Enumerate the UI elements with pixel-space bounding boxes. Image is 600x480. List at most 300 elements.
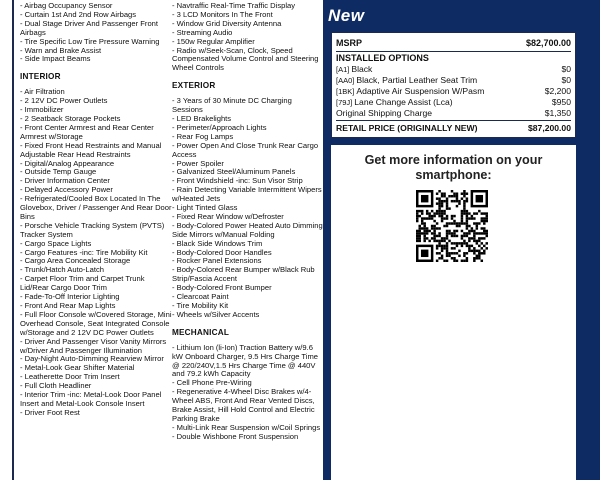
qr-module (451, 195, 453, 197)
qr-module (463, 235, 465, 237)
qr-module (441, 200, 443, 202)
exterior-section-title: EXTERIOR (172, 81, 216, 91)
qr-module (466, 215, 468, 217)
qr-module (471, 215, 473, 217)
feature-item: - Light Tinted Glass (172, 204, 324, 213)
qr-module (456, 242, 458, 244)
msrp-value: $82,700.00 (525, 38, 571, 48)
qr-module (416, 232, 418, 234)
feature-item: - Navtraffic Real-Time Traffic Display (172, 2, 324, 11)
feature-item: - Fixed Rear Window w/Defroster (172, 213, 324, 222)
qr-module (431, 232, 433, 234)
qr-module (483, 232, 485, 234)
qr-module (446, 245, 448, 247)
qr-module (483, 222, 485, 224)
qr-module (431, 215, 433, 217)
qr-module (418, 210, 420, 212)
qr-module (481, 232, 483, 234)
qr-module (436, 227, 438, 229)
qr-module (446, 230, 448, 232)
qr-module (458, 250, 460, 252)
qr-module (446, 242, 448, 244)
qr-module (466, 220, 468, 222)
qr-module (466, 222, 468, 224)
qr-module (433, 240, 435, 242)
qr-module (443, 192, 445, 194)
qr-module (418, 227, 420, 229)
feature-item: - Body-Colored Door Handles (172, 249, 324, 258)
qr-module (438, 200, 440, 202)
qr-module (416, 230, 418, 232)
qr-module (436, 245, 438, 247)
qr-module (451, 190, 453, 192)
qr-module (421, 220, 423, 222)
qr-module (473, 232, 475, 234)
qr-module (421, 232, 423, 234)
qr-module (441, 247, 443, 249)
qr-module (431, 237, 433, 239)
option-code: [79J] (336, 98, 353, 107)
qr-module (456, 200, 458, 202)
qr-module (451, 257, 453, 259)
qr-module (441, 245, 443, 247)
qr-module (446, 232, 448, 234)
qr-module (463, 240, 465, 242)
qr-module (441, 195, 443, 197)
qr-module (471, 237, 473, 239)
qr-module (453, 215, 455, 217)
qr-module (456, 192, 458, 194)
qr-module (463, 192, 465, 194)
qr-module (456, 245, 458, 247)
qr-module (426, 237, 428, 239)
qr-module (483, 252, 485, 254)
retail-price-label: RETAIL PRICE (ORIGINALLY NEW) (336, 123, 478, 133)
qr-module (433, 232, 435, 234)
qr-module (451, 247, 453, 249)
qr-module (461, 222, 463, 224)
qr-module (426, 210, 428, 212)
feature-item: - Body-Colored Power Heated Auto Dimming Side Mirrors w/Manual Folding (172, 222, 324, 240)
qr-module (478, 257, 480, 259)
qr-module (428, 217, 430, 219)
option-name: Black (351, 64, 373, 74)
qr-module (443, 240, 445, 242)
qr-module (468, 225, 470, 227)
qr-module (446, 237, 448, 239)
qr-module (433, 220, 435, 222)
qr-module (438, 257, 440, 259)
qr-module (451, 215, 453, 217)
qr-module (436, 210, 438, 212)
qr-module (476, 212, 478, 214)
qr-module (476, 257, 478, 259)
qr-module (426, 230, 428, 232)
qr-module (443, 237, 445, 239)
qr-module (438, 212, 440, 214)
qr-module (458, 200, 460, 202)
qr-module (448, 207, 450, 209)
msrp-row (336, 36, 571, 52)
qr-module (448, 230, 450, 232)
qr-module (471, 217, 473, 219)
qr-module (433, 235, 435, 237)
qr-module (426, 227, 428, 229)
feature-item: - Full Floor Console w/Covered Storage, Mini Overhead Console, Seat Integrated Console w/Storage and 2 12V DC Power Outlets (20, 311, 172, 338)
qr-module (446, 217, 448, 219)
qr-module (478, 232, 480, 234)
option-name: Black, Partial Leather Seat Trim (356, 75, 478, 85)
qr-module (441, 220, 443, 222)
feature-item: - 150w Regular Amplifier (172, 38, 324, 47)
qr-module (453, 247, 455, 249)
qr-module (466, 225, 468, 227)
qr-module (483, 250, 485, 252)
qr-module (473, 240, 475, 242)
qr-module (421, 227, 423, 229)
qr-module (446, 255, 448, 257)
feature-item: - Power Open And Close Trunk Rear Cargo Access (172, 142, 324, 160)
qr-module (446, 205, 448, 207)
qr-module (481, 237, 483, 239)
qr-module (443, 210, 445, 212)
qr-module (486, 232, 488, 234)
qr-module (423, 217, 425, 219)
qr-module (426, 232, 428, 234)
qr-module (441, 205, 443, 207)
feature-item: - Rear Fog Lamps (172, 133, 324, 142)
qr-module (468, 247, 470, 249)
qr-module (426, 217, 428, 219)
qr-module (438, 227, 440, 229)
qr-module (456, 205, 458, 207)
qr-module (463, 232, 465, 234)
feature-item: - Rocker Panel Extensions (172, 257, 324, 266)
qr-module (466, 242, 468, 244)
qr-module (436, 212, 438, 214)
feature-item: - Multi-Link Rear Suspension w/Coil Springs (172, 424, 324, 433)
qr-module (416, 212, 418, 214)
qr-module (446, 225, 448, 227)
qr-module (448, 252, 450, 254)
feature-item: - Black Side Windows Trim (172, 240, 324, 249)
qr-module (486, 230, 488, 232)
qr-module (433, 215, 435, 217)
qr-module (443, 225, 445, 227)
feature-item: - Cargo Features -inc: Tire Mobility Kit (20, 249, 172, 258)
exterior-items-list (172, 97, 324, 320)
qr-module (486, 242, 488, 244)
qr-module (478, 240, 480, 242)
retail-price-row (336, 121, 571, 134)
qr-module (441, 210, 443, 212)
feature-item: - Cell Phone Pre-Wiring (172, 379, 324, 388)
qr-module (471, 245, 473, 247)
qr-module (421, 212, 423, 214)
qr-module (463, 242, 465, 244)
qr-module (418, 235, 420, 237)
qr-module (416, 237, 418, 239)
installed-options-title (336, 53, 571, 64)
qr-module (473, 235, 475, 237)
qr-module (441, 217, 443, 219)
qr-module (473, 217, 475, 219)
qr-module (441, 212, 443, 214)
qr-module (461, 230, 463, 232)
qr-module (418, 237, 420, 239)
qr-module (453, 222, 455, 224)
qr-module (461, 237, 463, 239)
feature-item: - Outside Temp Gauge (20, 168, 172, 177)
qr-module (483, 227, 485, 229)
feature-item: - Front And Rear Map Lights (20, 302, 172, 311)
qr-module (478, 222, 480, 224)
qr-module (428, 212, 430, 214)
qr-module (483, 237, 485, 239)
qr-module (466, 192, 468, 194)
qr-module (483, 230, 485, 232)
qr-module (443, 217, 445, 219)
feature-item: - Driver Foot Rest (20, 409, 172, 418)
mechanical-section-title: MECHANICAL (172, 327, 230, 337)
qr-module (431, 227, 433, 229)
qr-module (458, 222, 460, 224)
qr-module (466, 260, 468, 262)
option-label (336, 97, 453, 108)
feature-item: - Delayed Accessory Power (20, 186, 172, 195)
qr-module (453, 195, 455, 197)
feature-item: - Streaming Audio (172, 29, 324, 38)
qr-module (466, 252, 468, 254)
feature-item: - Carpet Floor Trim and Carpet Trunk Lid/Rear Cargo Door Trim (20, 275, 172, 293)
qr-module (438, 205, 440, 207)
qr-module (456, 222, 458, 224)
qr-module (481, 212, 483, 214)
qr-module (451, 242, 453, 244)
options-list (336, 64, 571, 108)
feature-item: - Dual Stage Driver And Passenger Front Airbags (20, 20, 172, 38)
qr-module (468, 240, 470, 242)
qr-module (461, 260, 463, 262)
qr-module (461, 245, 463, 247)
qr-module (446, 215, 448, 217)
option-label (336, 64, 372, 75)
qr-module (481, 227, 483, 229)
option-code: [AA0] (336, 76, 355, 85)
feature-item: - Cargo Area Concealed Storage (20, 257, 172, 266)
feature-item: - 3 LCD Monitors In The Front (172, 11, 324, 20)
qr-module (468, 245, 470, 247)
qr-module (433, 212, 435, 214)
qr-module (453, 200, 455, 202)
qr-module (431, 217, 433, 219)
qr-module (428, 240, 430, 242)
option-name: Adaptive Air Suspension W/Pasm (356, 86, 485, 96)
qr-finder-core (421, 195, 428, 202)
feature-item: - Metal-Look Gear Shifter Material (20, 364, 172, 373)
feature-item: - Driver Information Center (20, 177, 172, 186)
feature-item: - Perimeter/Approach Lights (172, 124, 324, 133)
qr-module (471, 227, 473, 229)
qr-module (438, 245, 440, 247)
qr-module (463, 190, 465, 192)
feature-item: - Leatherette Door Trim Insert (20, 373, 172, 382)
feature-item: - Trunk/Hatch Auto-Latch (20, 266, 172, 275)
qr-module (438, 240, 440, 242)
qr-module (446, 202, 448, 204)
qr-module (468, 232, 470, 234)
qr-module (441, 237, 443, 239)
option-code: [A1] (336, 65, 350, 74)
window-sticker (12, 0, 325, 480)
shipping-label: Original Shipping Charge (336, 108, 433, 118)
qr-module (476, 232, 478, 234)
option-row (336, 64, 571, 75)
retail-price-value: $87,200.00 (527, 123, 571, 133)
qr-module (461, 192, 463, 194)
qr-module (436, 197, 438, 199)
qr-module (461, 242, 463, 244)
qr-module (443, 247, 445, 249)
qr-module (421, 217, 423, 219)
qr-module (436, 222, 438, 224)
qr-module (468, 212, 470, 214)
qr-module (426, 212, 428, 214)
qr-module (466, 217, 468, 219)
qr-module (441, 257, 443, 259)
qr-module (436, 240, 438, 242)
feature-item: - Regenerative 4-Wheel Disc Brakes w/4-Wheel ABS, Front And Rear Vented Discs, Brake Assist, Hill Hold Control and Electric Parking Brake (172, 388, 324, 424)
qr-module (438, 242, 440, 244)
qr-module (451, 235, 453, 237)
qr-module (416, 215, 418, 217)
qr-module (438, 202, 440, 204)
option-row (336, 75, 571, 86)
feature-item: - Interior Trim -inc: Metal-Look Door Panel Insert and Metal-Look Console Insert (20, 391, 172, 409)
qr-module (481, 217, 483, 219)
qr-module (423, 240, 425, 242)
qr-module (468, 217, 470, 219)
qr-module (423, 232, 425, 234)
feature-item: - Power Spoiler (172, 160, 324, 169)
qr-module (486, 215, 488, 217)
qr-finder-core (476, 195, 483, 202)
interior-section-title: INTERIOR (20, 72, 61, 82)
qr-module (453, 220, 455, 222)
qr-module (418, 230, 420, 232)
qr-module (453, 252, 455, 254)
option-code: [1BK] (336, 87, 355, 96)
qr-module (448, 222, 450, 224)
qr-module (423, 237, 425, 239)
qr-module (456, 197, 458, 199)
qr-module (461, 235, 463, 237)
qr-module (456, 195, 458, 197)
feature-item: - Tire Specific Low Tire Pressure Warning (20, 38, 172, 47)
option-label (336, 86, 484, 97)
qr-module (486, 235, 488, 237)
qr-module (441, 250, 443, 252)
qr-module (478, 245, 480, 247)
qr-module (486, 212, 488, 214)
promo-panel (331, 145, 576, 480)
feature-item: - Side Impact Beams (20, 55, 172, 64)
qr-module (438, 190, 440, 192)
qr-module (481, 260, 483, 262)
feature-item: - Radio w/Seek-Scan, Clock, Speed Compensated Volume Control and Steering Wheel Controls (172, 47, 324, 74)
qr-module (458, 202, 460, 204)
qr-module (446, 207, 448, 209)
qr-module (418, 232, 420, 234)
option-price: $0 (561, 75, 571, 85)
qr-module (443, 212, 445, 214)
qr-module (473, 260, 475, 262)
feature-item: - Driver And Passenger Visor Vanity Mirrors w/Driver And Passenger Illumination (20, 338, 172, 356)
feature-item: - Digital/Analog Appearance (20, 160, 172, 169)
feature-item: - Airbag Occupancy Sensor (20, 2, 172, 11)
left-column (20, 0, 172, 418)
feature-item: - Galvanized Steel/Aluminum Panels (172, 168, 324, 177)
feature-item: - 2 Seatback Storage Pockets (20, 115, 172, 124)
qr-module (463, 222, 465, 224)
qr-module (481, 247, 483, 249)
qr-module (463, 195, 465, 197)
qr-finder-core (421, 250, 428, 257)
feature-item: - 3 Years of 30 Minute DC Charging Sessions (172, 97, 324, 115)
qr-module (448, 232, 450, 234)
qr-module (418, 240, 420, 242)
qr-module (421, 222, 423, 224)
qr-module (451, 217, 453, 219)
qr-module (476, 242, 478, 244)
qr-module (456, 225, 458, 227)
qr-module (473, 212, 475, 214)
qr-module (461, 217, 463, 219)
qr-module (466, 212, 468, 214)
msrp-label: MSRP (336, 38, 363, 48)
qr-module (466, 200, 468, 202)
feature-item: - Curtain 1st And 2nd Row Airbags (20, 11, 172, 20)
qr-module (441, 192, 443, 194)
qr-module (483, 217, 485, 219)
qr-module (463, 200, 465, 202)
feature-item: - 2 12V DC Power Outlets (20, 97, 172, 106)
qr-module (453, 257, 455, 259)
qr-module (436, 235, 438, 237)
qr-module (456, 230, 458, 232)
qr-module (453, 260, 455, 262)
qr-module (476, 227, 478, 229)
feature-item: - Tire Mobility Kit (172, 302, 324, 311)
qr-module (451, 222, 453, 224)
qr-module (458, 225, 460, 227)
qr-module (416, 240, 418, 242)
qr-module (476, 250, 478, 252)
qr-module (431, 225, 433, 227)
feature-item: - Rain Detecting Variable Intermittent Wipers w/Heated Jets (172, 186, 324, 204)
qr-module (473, 222, 475, 224)
feature-item: - Cargo Space Lights (20, 240, 172, 249)
feature-item: - Immobilizer (20, 106, 172, 115)
feature-item: - Air Filtration (20, 88, 172, 97)
feature-item: - Lithium Ion (li-Ion) Traction Battery w/9.6 kW Onboard Charger, 9.5 Hrs Charge Time @ 220/240V,1.5 Hrs Charge Time @ 440V and 79.2 kWh Capacity (172, 344, 324, 380)
qr-module (433, 227, 435, 229)
qr-module (463, 207, 465, 209)
qr-module (451, 252, 453, 254)
installed-options-label: INSTALLED OPTIONS (336, 53, 429, 63)
qr-module (438, 210, 440, 212)
qr-code-icon[interactable] (416, 190, 488, 262)
